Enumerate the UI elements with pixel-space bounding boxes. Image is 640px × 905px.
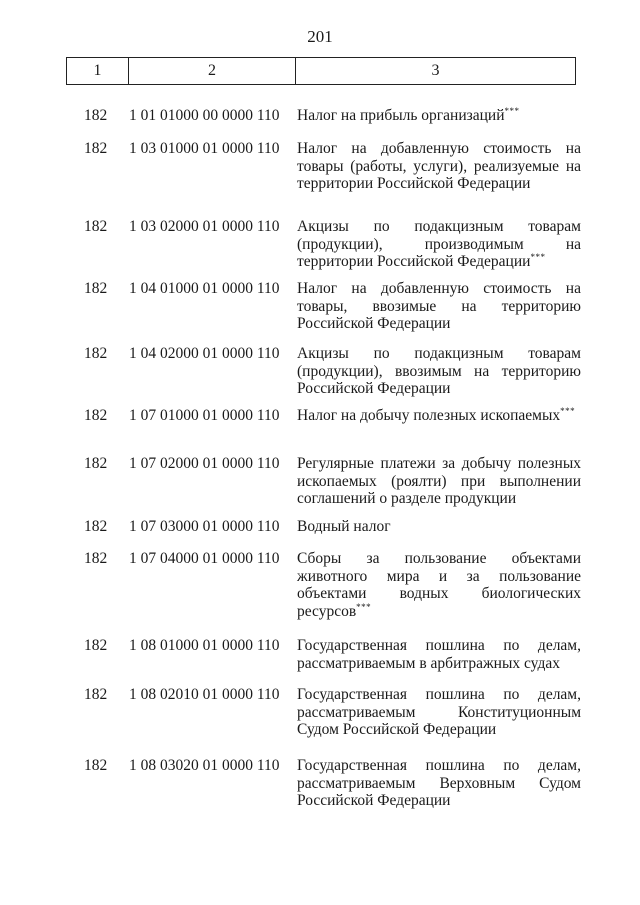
header-col-3: 3 [431, 62, 440, 79]
budget-code: 1 01 01000 00 0000 110 [129, 107, 280, 124]
header-col-1: 1 [67, 58, 129, 84]
footnote-mark: *** [530, 251, 546, 262]
revenue-name: Налог на добавленную стоимость на товары (работы, услуги), реализуемые на территории Российской Федерации [297, 140, 581, 192]
admin-code: 182 [84, 518, 108, 535]
admin-code: 182 [84, 550, 108, 567]
admin-code: 182 [84, 140, 108, 157]
header-col-2: 2 [129, 58, 296, 84]
budget-code: 1 07 02000 01 0000 110 [129, 455, 280, 472]
revenue-name: Государственная пошлина по делам, рассматриваемым в арбитражных судах [297, 637, 581, 672]
budget-code: 1 07 04000 01 0000 110 [129, 550, 280, 567]
admin-code: 182 [84, 757, 108, 774]
revenue-name: Налог на прибыль организаций*** [297, 105, 520, 124]
revenue-name: Государственная пошлина по делам, рассматриваемым Верховным Судом Российской Федерации [297, 757, 581, 809]
revenue-name: Налог на добавленную стоимость на товары, ввозимые на территорию Российской Федерации [297, 280, 581, 332]
revenue-name: Акцизы по подакцизным товарам (продукции), ввозимым на территорию Российской Федерации [297, 345, 581, 397]
page-number: 201 [307, 27, 333, 46]
admin-code: 182 [84, 637, 108, 654]
admin-code: 182 [84, 345, 108, 362]
budget-code: 1 08 02010 01 0000 110 [129, 686, 280, 703]
revenue-name: Водный налог [297, 518, 391, 535]
admin-code: 182 [84, 455, 108, 472]
budget-code: 1 08 03020 01 0000 110 [129, 757, 280, 774]
budget-code: 1 04 01000 01 0000 110 [129, 280, 280, 297]
budget-code: 1 08 01000 01 0000 110 [129, 637, 280, 654]
budget-code: 1 03 02000 01 0000 110 [129, 218, 280, 235]
budget-code: 1 07 01000 01 0000 110 [129, 407, 280, 424]
revenue-name: Налог на добычу полезных ископаемых*** [297, 405, 576, 424]
admin-code: 182 [84, 218, 108, 235]
footnote-mark: *** [356, 601, 372, 612]
footnote-mark: *** [560, 405, 576, 416]
budget-code: 1 07 03000 01 0000 110 [129, 518, 280, 535]
revenue-name: Государственная пошлина по делам, рассматриваемым Конституционным Судом Российской Федерации [297, 686, 581, 738]
admin-code: 182 [84, 686, 108, 703]
revenue-name: Регулярные платежи за добычу полезных ископаемых (роялти) при выполнении соглашений о разделе продукции [297, 455, 581, 507]
footnote-mark: *** [504, 105, 520, 116]
admin-code: 182 [84, 280, 108, 297]
budget-code: 1 04 02000 01 0000 110 [129, 345, 280, 362]
revenue-name: Сборы за пользование объектами животного мира и за пользование объектами водных биологических ресурсов*** [297, 550, 581, 620]
revenue-name: Акцизы по подакцизным товарам (продукции), производимым на территории Российской Федерации*** [297, 218, 581, 270]
budget-code: 1 03 01000 01 0000 110 [129, 140, 280, 157]
admin-code: 182 [84, 107, 108, 124]
admin-code: 182 [84, 407, 108, 424]
